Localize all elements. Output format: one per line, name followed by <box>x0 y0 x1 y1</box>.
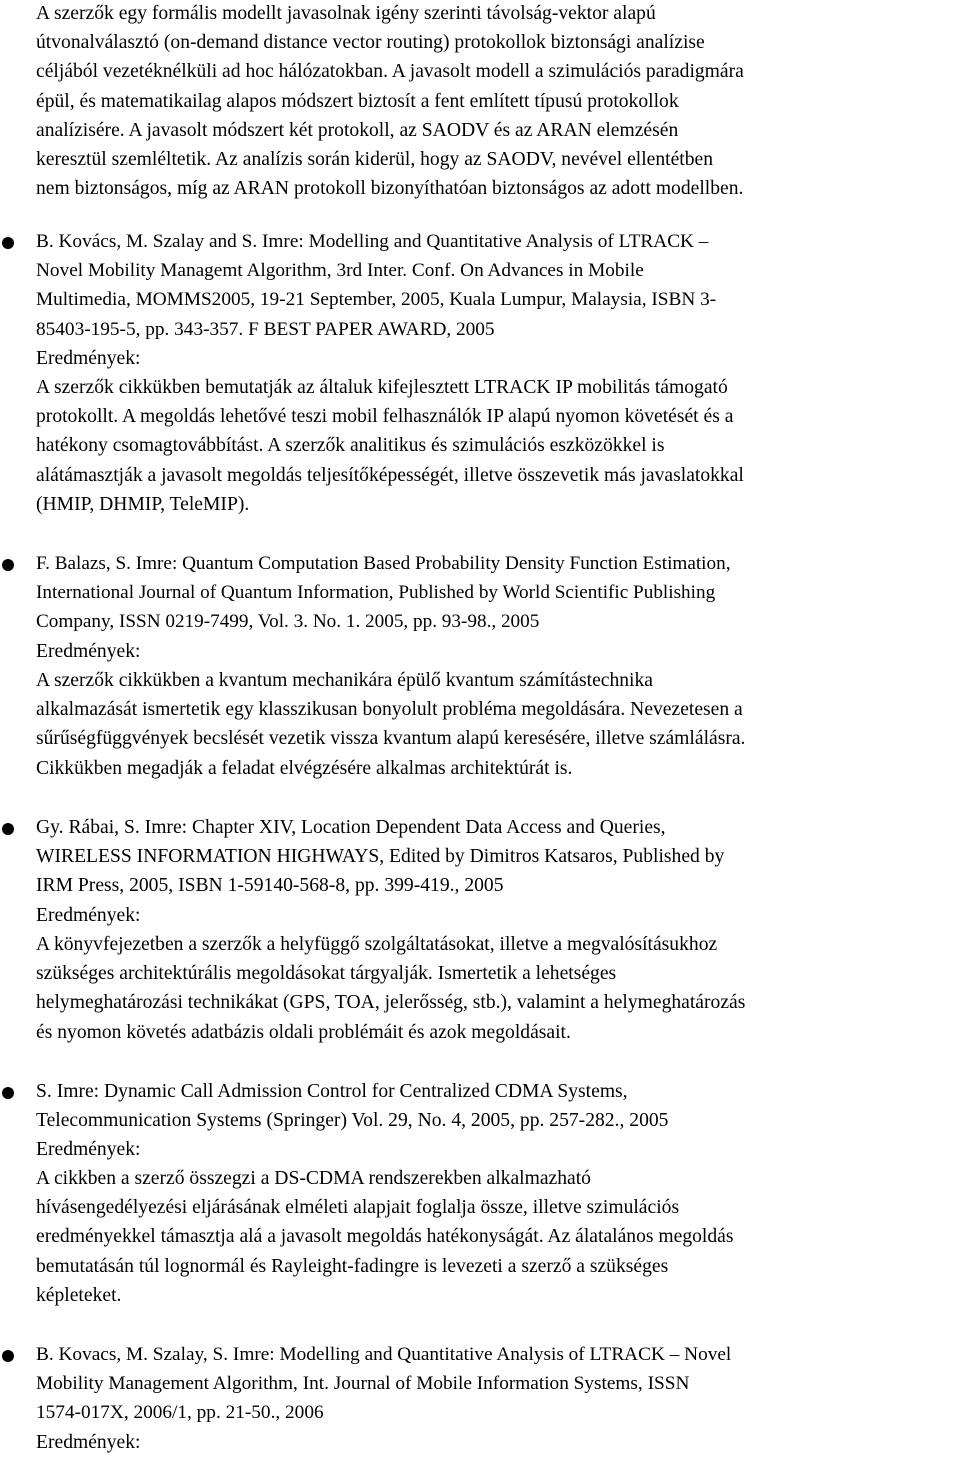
bullet-icon <box>2 1350 14 1362</box>
entry-citation: F. Balazs, S. Imre: Quantum Computation Based Probability Density Function Estimation, International Journal of Quantum Information, Published by World Scientific Publishing Company, ISSN 0219-7499, Vol. 3. No. 1. 2005, pp. 93-98., 2005 <box>36 553 731 633</box>
bullet-icon <box>2 823 14 835</box>
entry-results: A szerzők cikkükben bemutatják az általuk kifejlesztett LTRACK IP mobilitás támogató protokollt. A megoldás lehetővé teszi mobil felhasználók IP alapú nyomon követését és a hatékony csomagtovábbítást. A szerzők analitikus és szimulációs eszközökkel is alátámasztják a javasolt megoldás teljesítőképességét, illetve összevetik más javaslatokkal (HMIP, DHMIP, TeleMIP). <box>36 377 744 515</box>
entry-results: A cikkben a szerző összegzi a DS-CDMA rendszerekben alkalmazható hívásengedélyezési eljárásának elméleti alapjait foglalja össze, illetve szimulációs eredményekkel támasztja alá a javasolt megoldás hatékonyságát. Az álatalános megoldás bemutatásán túl lognormál és Rayleight-fadingre is levezeti a szerző a szükséges képleteket. <box>36 1168 734 1306</box>
entry-results: A könyvfejezetben a szerzők a helyfüggő szolgáltatásokat, illetve a megvalósításukhoz szükséges architektúrális megoldásokat tárgyalják. Ismertetik a lehetséges helymeghatározási technikákat (GPS, TOA, jelerősség, stb.), valamint a helymeghatározás és nyomon követés adatbázis oldali problémáit és azok megoldásait. <box>36 934 746 1043</box>
entry-results-label: Eredmények: <box>36 1432 141 1453</box>
intro-paragraph: A szerzők egy formális modellt javasolnak igény szerinti távolság-vektor alapú útvonalválasztó (on-demand distance vector routing) protokollok biztonsági analízise céljából vezetéknélküli ad hoc hálózatokban. A javasolt modell a szimulációs paradigmára épül, és matematikailag alapos módszert biztosít a fent említett típusú protokollok analízisére. A javasolt módszert két protokoll, az SAODV és az ARAN elemzésén keresztül szemléltetik. Az analízis során kiderül, hogy az SAODV, nevével ellentétben nem biztonságos, míg az ARAN protokoll bizonyíthatóan biztonságos az adott modellben. <box>36 3 744 200</box>
entry-results-label: Eredmények: <box>36 905 141 926</box>
entry-results-label: Eredmények: <box>36 1139 141 1160</box>
entry-citation: Gy. Rábai, S. Imre: Chapter XIV, Location Dependent Data Access and Queries, WIRELESS INFORMATION HIGHWAYS, Edited by Dimitros Katsaros, Published by IRM Press, 2005, ISBN 1-59140-568-8, pp. 399-419., 2005 <box>36 817 725 897</box>
bullet-icon <box>2 559 14 571</box>
entry-citation: B. Kovács, M. Szalay and S. Imre: Modelling and Quantitative Analysis of LTRACK – Novel Mobility Managemt Algorithm, 3rd Inter. Conf. On Advances in Mobile Multimedia, MOMMS2005, 19-21 September, 2005, Kuala Lumpur, Malaysia, ISBN 3- 85403-195-5, pp. 343-357. F BEST PAPER AWARD, 2005 <box>36 231 717 340</box>
bullet-icon <box>2 1087 14 1099</box>
entry-citation: B. Kovacs, M. Szalay, S. Imre: Modelling and Quantitative Analysis of LTRACK – Novel Mobility Management Algorithm, Int. Journal of Mobile Information Systems, ISSN 1574-017X, 2006/1, pp. 21-50., 2006 <box>36 1344 732 1424</box>
entry-results-label: Eredmények: <box>36 641 141 662</box>
entry-results: A szerzők cikkükben a kvantum mechanikára épülő kvantum számítástechnika alkalmazását ismertetik egy klasszikusan bonyolult probléma megoldására. Nevezetesen a sűrűségfüggvények becslését vezetik vissza kvantum alapú keresésére, illetve számlálásra. Cikkükben megadják a feladat elvégzésére alkalmas architektúrát is. <box>36 670 746 779</box>
entry-citation: S. Imre: Dynamic Call Admission Control for Centralized CDMA Systems, Telecommunication Systems (Springer) Vol. 29, No. 4, 2005, pp. 257-282., 2005 <box>36 1081 669 1132</box>
entry-results-label: Eredmények: <box>36 348 141 369</box>
bullet-icon <box>2 237 14 249</box>
